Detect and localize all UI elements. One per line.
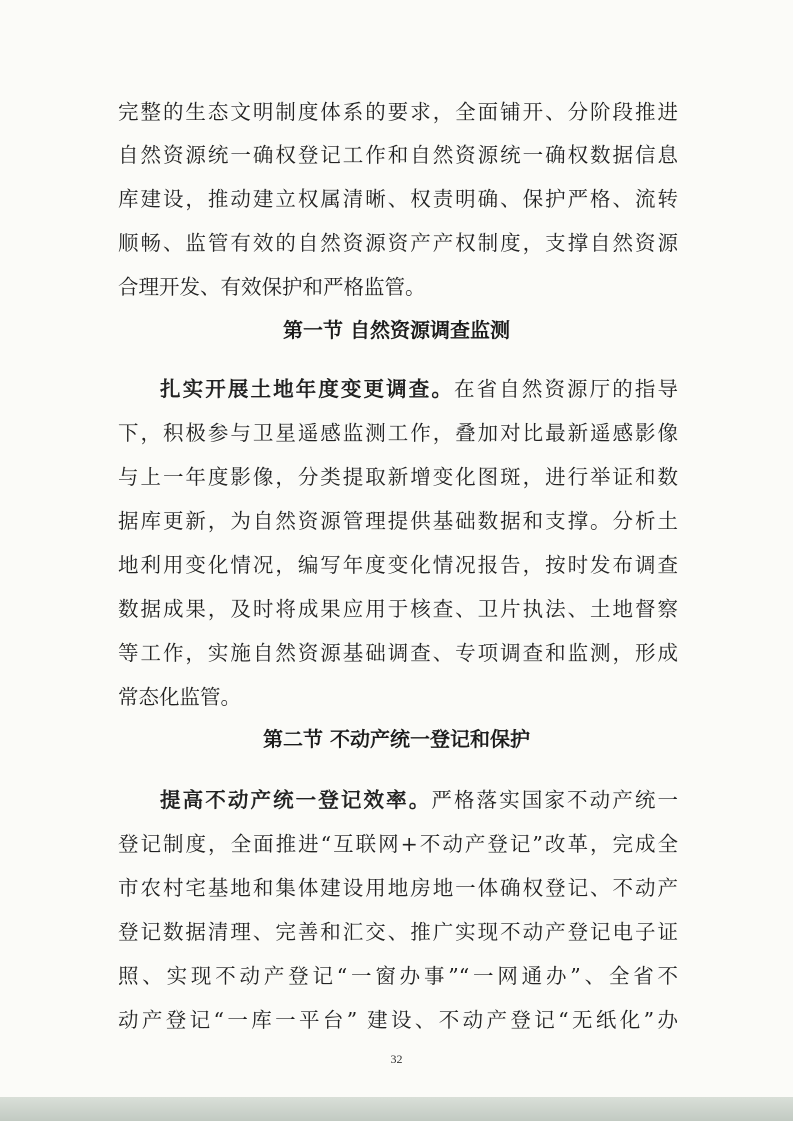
- paragraph-line: 顺畅、监管有效的自然资源资产产权制度，支撑自然资源: [118, 231, 678, 255]
- paragraph-line: 合理开发、有效保护和严格监管。: [118, 275, 426, 299]
- paragraph-line: 等工作，实施自然资源基础调查、专项调查和监测，形成: [118, 641, 678, 665]
- paragraph-line: 与上一年度影像，分类提取新增变化图斑，进行举证和数: [118, 465, 678, 489]
- paragraph-line: 库建设，推动建立权属清晰、权责明确、保护严格、流转: [118, 187, 678, 211]
- scanner-bottom-edge: [0, 1097, 793, 1121]
- paragraph-line: 市农村宅基地和集体建设用地房地一体确权登记、不动产: [118, 876, 678, 900]
- paragraph-line: 据库更新，为自然资源管理提供基础数据和支撑。分析土: [118, 509, 678, 533]
- paragraph-line: 下，积极参与卫星遥感监测工作，叠加对比最新遥感影像: [118, 421, 678, 445]
- paragraph-line: 常态化监管。: [118, 685, 241, 709]
- page-number: 32: [390, 1052, 403, 1066]
- paragraph-text: 严格落实国家不动产统一: [431, 788, 679, 812]
- paragraph-lead: 提高不动产统一登记效率。: [160, 788, 432, 812]
- paragraph-first-line: [160, 783, 678, 817]
- paragraph-line: 数据成果，及时将成果应用于核查、卫片执法、土地督察: [118, 597, 678, 621]
- paragraph-lead: 扎实开展土地年度变更调查。: [160, 377, 454, 401]
- paragraph-line: 照、实现不动产登记“一窗办事”“一网通办”、全省不: [118, 964, 678, 988]
- paragraph-line: 地利用变化情况，编写年度变化情况报告，按时发布调查: [118, 553, 678, 577]
- paragraph-line: 登记制度，全面推进“互联网+不动产登记”改革，完成全: [118, 832, 678, 856]
- section-heading: 第二节 不动产统一登记和保护: [263, 727, 530, 751]
- paragraph-line: 完整的生态文明制度体系的要求，全面铺开、分阶段推进: [118, 100, 678, 124]
- paragraph-line: 自然资源统一确权登记工作和自然资源统一确权数据信息: [118, 143, 678, 167]
- paragraph-line: 动产登记“一库一平台” 建设、不动产登记“无纸化”办: [118, 1008, 678, 1032]
- paragraph-first-line: [160, 372, 678, 406]
- paragraph-text: 在省自然资源厅的指导: [453, 377, 679, 401]
- section-heading: 第一节 自然资源调查监测: [283, 318, 510, 342]
- paragraph-line: 登记数据清理、完善和汇交、推广实现不动产登记电子证: [118, 920, 678, 944]
